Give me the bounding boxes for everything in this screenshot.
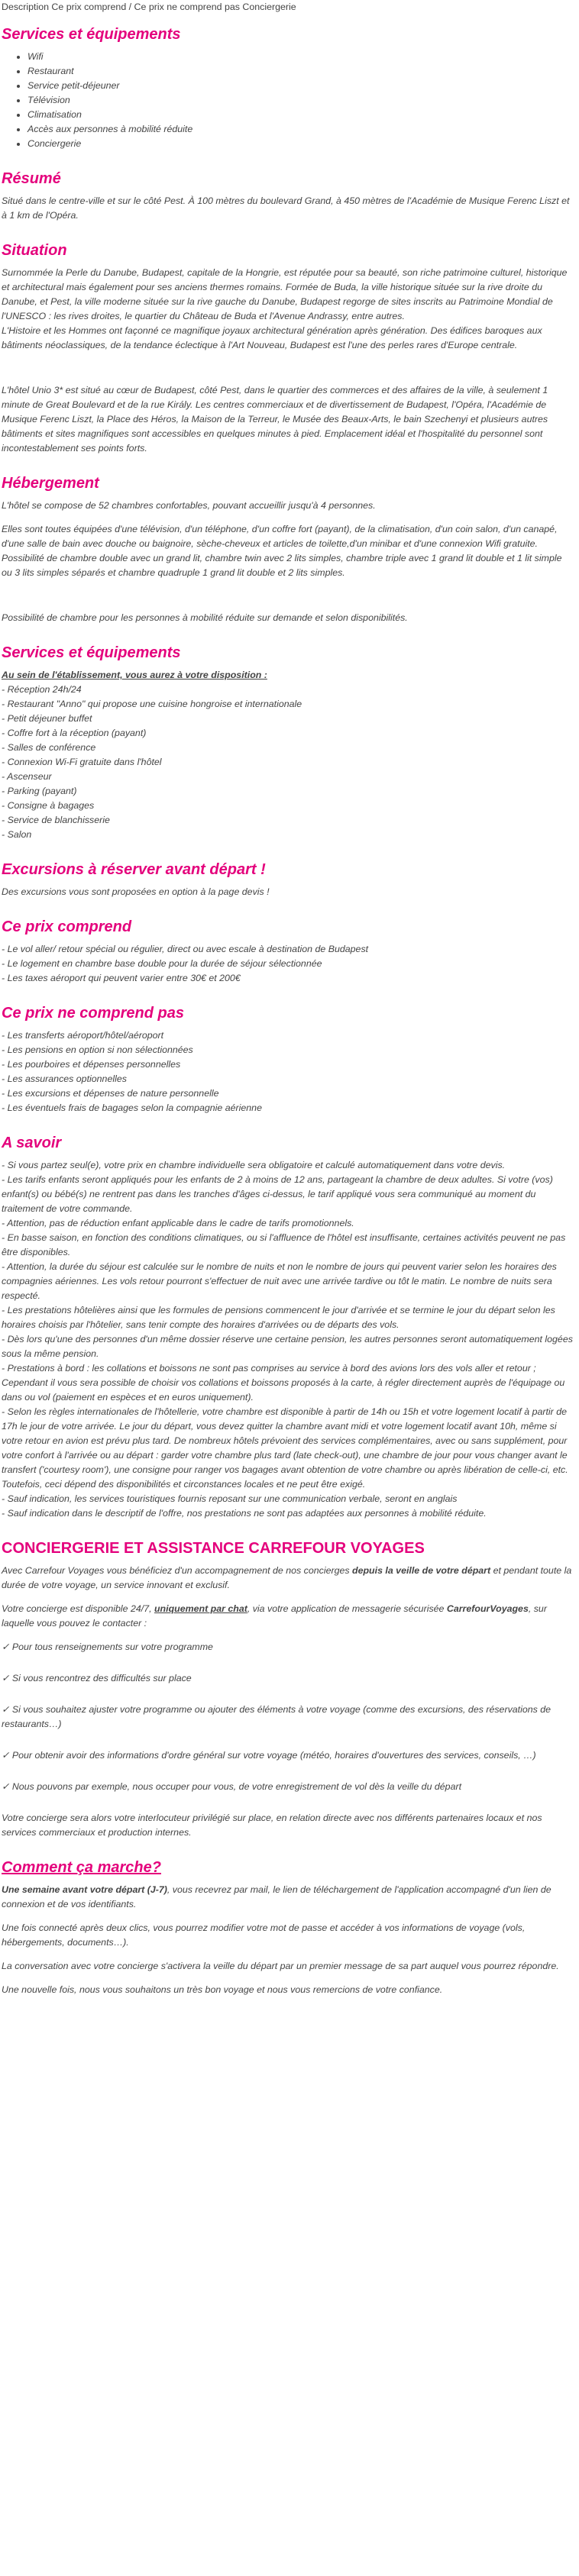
list-item: - Selon les règles internationales de l'hôtellerie, votre chambre est disponible à partir de 14h ou 15h et votre logement locatif à partir de 17h le jour de votre arrivée. Le jour du départ, vous devez quitter la chambre avant midi et votre logement locatif avant 10h, même si votre retour en avion est prévu plus tard. De nombreux hôtels prévoient des services complémentaires, avec ou sans supplément, pour votre confort à l'arrivée ou au départ : garder votre chambre plus tard (late check-out), une chambre de jour pour vous changer avant le transfert ('courtesy room'), une consigne pour ranger vos bagages avant obtention de votre chambre ou après libération de celle-ci, etc. Toutefois, ceci dépend des disponibilités et circonstances locales et ne peut être exigé.: [2, 1406, 568, 1490]
situation-paragraph: Surnommée la Perle du Danube, Budapest, capitale de la Hongrie, est réputée pour sa beauté, son riche patrimoine culturel, historique et architectural mais également pour ses anciens thermes romains. Formée de Buda, la ville historique située sur la rive droite du Danube, et Pest, la ville moderne située sur la rive gauche du Danube, Budapest regorge de sites inscrits au Patrimoine Mondial de l'UNESCO : les rives droites, le quartier du Château de Buda et l'Avenue Andrassy, entre autres.: [2, 267, 568, 321]
highlight-text: Une semaine avant votre départ (J-7): [2, 1884, 167, 1895]
list-item: • Télévision: [27, 93, 574, 108]
list-item: - Sauf indication, les services touristiques fournis reposant sur une communication verbale, seront en anglais: [2, 1493, 458, 1504]
list-item: • Climatisation: [27, 108, 574, 122]
list-item: - Service de blanchisserie: [2, 815, 110, 825]
comment-title: Comment ça marche?: [2, 1859, 161, 1876]
text-span: , via votre application de messagerie sécurisée: [247, 1603, 447, 1614]
services-title: Services et équipements: [2, 26, 181, 43]
list-item: - Réception 24h/24: [2, 684, 82, 695]
list-item: - Les transferts aéroport/hôtel/aéroport: [2, 1030, 164, 1041]
list-item: - Les assurances optionnelles: [2, 1073, 127, 1084]
check-item: ✓ Si vous souhaitez ajuster votre programme ou ajouter des éléments à votre voyage (comme des excursions, des réservations de restaurants…): [2, 1704, 552, 1729]
list-item: - Dès lors qu'une des personnes d'un même dossier réserve une certaine pension, les autres personnes seront automatiquement logées sous la même pension.: [2, 1334, 573, 1359]
check-item: ✓ Pour obtenir avoir des informations d'ordre général sur votre voyage (météo, horaires d'ouvertures des services, conseils, …): [2, 1750, 536, 1761]
conciergerie-paragraph: [2, 1602, 574, 1631]
list-item: - Sauf indication dans le descriptif de l'offre, nos prestations ne sont pas adaptées aux personnes à mobilité réduite.: [2, 1508, 487, 1519]
hebergement-paragraph: Possibilité de chambre pour les personnes à mobilité réduite sur demande et selon disponibilités.: [2, 612, 408, 623]
list-item: - Salon: [2, 829, 32, 840]
text-span: Avec Carrefour Voyages vous bénéficiez d'un accompagnement de nos concierges: [2, 1565, 353, 1576]
list-item: - Parking (payant): [2, 786, 77, 796]
list-item: - Ascenseur: [2, 771, 52, 782]
situation-paragraph: L'Histoire et les Hommes ont façonné ce magnifique joyaux architectural génération après génération. Des édifices baroques aux bâtiments néoclassiques, de la tendance éclectique à l'Art Nouveau, Budapest est l'une des perles rares d'Europe centrale.: [2, 325, 542, 350]
list-item: - Les pensions en option si non sélectionnées: [2, 1044, 193, 1055]
list-item: - Si vous partez seul(e), votre prix en chambre individuelle sera obligatoire et calculé automatiquement dans votre devis.: [2, 1160, 506, 1170]
breadcrumb: Description Ce prix comprend / Ce prix ne comprend pas Conciergerie: [2, 2, 296, 12]
list-item: • Restaurant: [27, 64, 574, 79]
check-item: ✓ Pour tous renseignements sur votre programme: [2, 1641, 213, 1652]
list-item: • Wifi: [27, 50, 574, 64]
list-item: - Restaurant "Anno" qui propose une cuisine hongroise et internationale: [2, 699, 302, 709]
a-savoir-title: A savoir: [2, 1135, 62, 1151]
list-item: - Le logement en chambre base double pour la durée de séjour sélectionnée: [2, 958, 322, 969]
list-item: • Service petit-déjeuner: [27, 79, 574, 93]
spacer: [2, 353, 574, 383]
comprend-title: Ce prix comprend: [2, 918, 132, 935]
hebergement-paragraph: Elles sont toutes équipées d'une télévision, d'un téléphone, d'un coffre fort (payant), de la climatisation, d'un coin salon, d'un canapé, d'une salle de bain avec douche ou baignoire, sèche-cheveux et articles de toilette,d'un minibar et d'une connexion Wifi gratuite.: [2, 524, 558, 549]
list-item: - Les taxes aéroport qui peuvent varier entre 30€ et 200€: [2, 973, 241, 983]
excursions-text: Des excursions vous sont proposées en option à la page devis !: [2, 886, 270, 897]
list-item: - Les éventuels frais de bagages selon la compagnie aérienne: [2, 1102, 262, 1113]
conciergerie-paragraph: Votre concierge sera alors votre interlocuteur privilégié sur place, en relation directe avec nos différents partenaires locaux et nos services commerciaux et production internes.: [2, 1813, 542, 1838]
comment-paragraph: Une nouvelle fois, nous vous souhaitons un très bon voyage et nous vous remercions de votre confiance.: [2, 1984, 443, 1995]
comment-paragraph: [2, 1883, 574, 1912]
excursions-title: Excursions à réserver avant départ !: [2, 861, 266, 878]
text-span: Votre concierge est disponible 24/7,: [2, 1603, 154, 1614]
text-span: , sur laquelle vous pouvez le contacter :: [2, 1603, 547, 1629]
hebergement-paragraph: Possibilité de chambre double avec un grand lit, chambre twin avec 2 lits simples, chambre triple avec 1 grand lit double et 1 lit simple ou 3 lits simples séparés et chambre quadruple 1 grand lit double et 2 lits simples.: [2, 553, 562, 578]
list-item: - Connexion Wi-Fi gratuite dans l'hôtel: [2, 757, 162, 767]
highlight-text: uniquement par chat: [154, 1603, 247, 1614]
text-span: , vous recevrez par mail, le lien de téléchargement de l'application accompagné d'un lien de connexion et de vos identifiants.: [2, 1884, 552, 1909]
app-name: CarrefourVoyages: [446, 1603, 529, 1614]
highlight-text: depuis la veille de votre départ: [352, 1565, 491, 1576]
list-item: - Coffre fort à la réception (payant): [2, 728, 147, 738]
comment-paragraph: Une fois connecté après deux clics, vous pourrez modifier votre mot de passe et accéder à vos informations de voyage (vols, hébergements, documents…).: [2, 1922, 526, 1948]
list-item: - Salles de conférence: [2, 742, 96, 753]
situation-title: Situation: [2, 242, 67, 259]
list-item: - Attention, la durée du séjour est calculée sur le nombre de nuits et non le nombre de jours qui peuvent varier selon les horaires des compagnies aériennes. Les vols retour pourront s'effectuer de nuit avec une arrivée tardive ou tôt le matin. Le nombre de nuits sera respecté.: [2, 1261, 557, 1301]
list-item: - Les tarifs enfants seront appliqués pour les enfants de 2 à moins de 12 ans, partageant la chambre de deux adultes. Si votre (vos) enfant(s) ou bébé(s) ne rentrent pas dans les tranches d'âges ci-dessus, le tarif appliqué vous sera communiqué au moment du traitement de votre commande.: [2, 1174, 553, 1214]
list-item: - Petit déjeuner buffet: [2, 713, 92, 724]
services2-title: Services et équipements: [2, 644, 181, 661]
hebergement-title: Hébergement: [2, 475, 99, 492]
check-item: ✓ Nous pouvons par exemple, nous occuper pour vous, de votre enregistrement de vol dès la veille du départ: [2, 1781, 462, 1792]
list-item: - En basse saison, en fonction des conditions climatiques, ou si l'affluence de l'hôtel est insuffisante, certaines activités peuvent ne pas être disponibles.: [2, 1232, 566, 1257]
conciergerie-title: CONCIERGERIE ET ASSISTANCE CARREFOUR VOYAGES: [2, 1540, 425, 1557]
list-item: - Les excursions et dépenses de nature personnelle: [2, 1088, 219, 1099]
list-item: - Prestations à bord : les collations et boissons ne sont pas comprises au service à bord des avions lors des vols aller et retour ; Cependant il vous sera possible de choisir vos collations et boissons proposés à la carte, à régler directement auprès de l'équipage ou dans ou vol (paiement en espèces et en euros uniquement).: [2, 1363, 565, 1403]
list-item: - Les prestations hôtelières ainsi que les formules de pensions commencent le jour d'arrivée et se termine le jour du départ selon les horaires choisis par l'hôtelier, sans tenir compte des horaires d'arrivées ou de départs des vols.: [2, 1305, 555, 1330]
list-item: - Les pourboires et dépenses personnelles: [2, 1059, 181, 1070]
comment-paragraph: La conversation avec votre concierge s'activera la veille du départ par un premier message de sa part auquel vous pourrez répondre.: [2, 1961, 559, 1971]
services2-subtitle: Au sein de l'établissement, vous aurez à votre disposition :: [2, 670, 267, 680]
ne-comprend-title: Ce prix ne comprend pas: [2, 1005, 184, 1022]
list-item: - Le vol aller/ retour spécial ou régulier, direct ou avec escale à destination de Budapest: [2, 944, 369, 954]
list-item: - Attention, pas de réduction enfant applicable dans le cadre de tarifs promotionnels.: [2, 1218, 354, 1228]
hebergement-paragraph: L'hôtel se compose de 52 chambres confortables, pouvant accueillir jusqu'à 4 personnes.: [2, 500, 376, 511]
resume-text: Situé dans le centre-ville et sur le côté Pest. À 100 mètres du boulevard Grand, à 450 mètres de l'Académie de Musique Ferenc Liszt et à 1 km de l'Opéra.: [2, 195, 570, 221]
list-item: - Consigne à bagages: [2, 800, 95, 811]
conciergerie-paragraph: [2, 1564, 574, 1593]
situation-paragraph: L'hôtel Unio 3* est situé au cœur de Budapest, côté Pest, dans le quartier des commerces et des affaires de la ville, à seulement 1 minute de Great Boulevard et de la rue Király. Les centres commerciaux et de divertissement de Budapest, l'Opéra, l'Académie de Musique Ferenc Liszt, la Place des Héros, la Maison de la Terreur, le Musée des Beaux-Arts, le bain Szechenyi et plusieurs autres bâtiments et sites magnifiques sont accessibles en quelques minutes à pied. Emplacement idéal et l'hospitalité du personnel sont incontestablement ses points forts.: [2, 385, 548, 454]
check-item: ✓ Si vous rencontrez des difficultés sur place: [2, 1673, 192, 1683]
spacer: [2, 580, 574, 611]
resume-title: Résumé: [2, 170, 61, 187]
text-span: et pendant toute la durée de votre voyage, un service innovant et exclusif.: [2, 1565, 572, 1590]
list-item: • Conciergerie: [27, 137, 574, 151]
list-item: • Accès aux personnes à mobilité réduite: [27, 122, 574, 137]
services-list: [2, 50, 574, 151]
